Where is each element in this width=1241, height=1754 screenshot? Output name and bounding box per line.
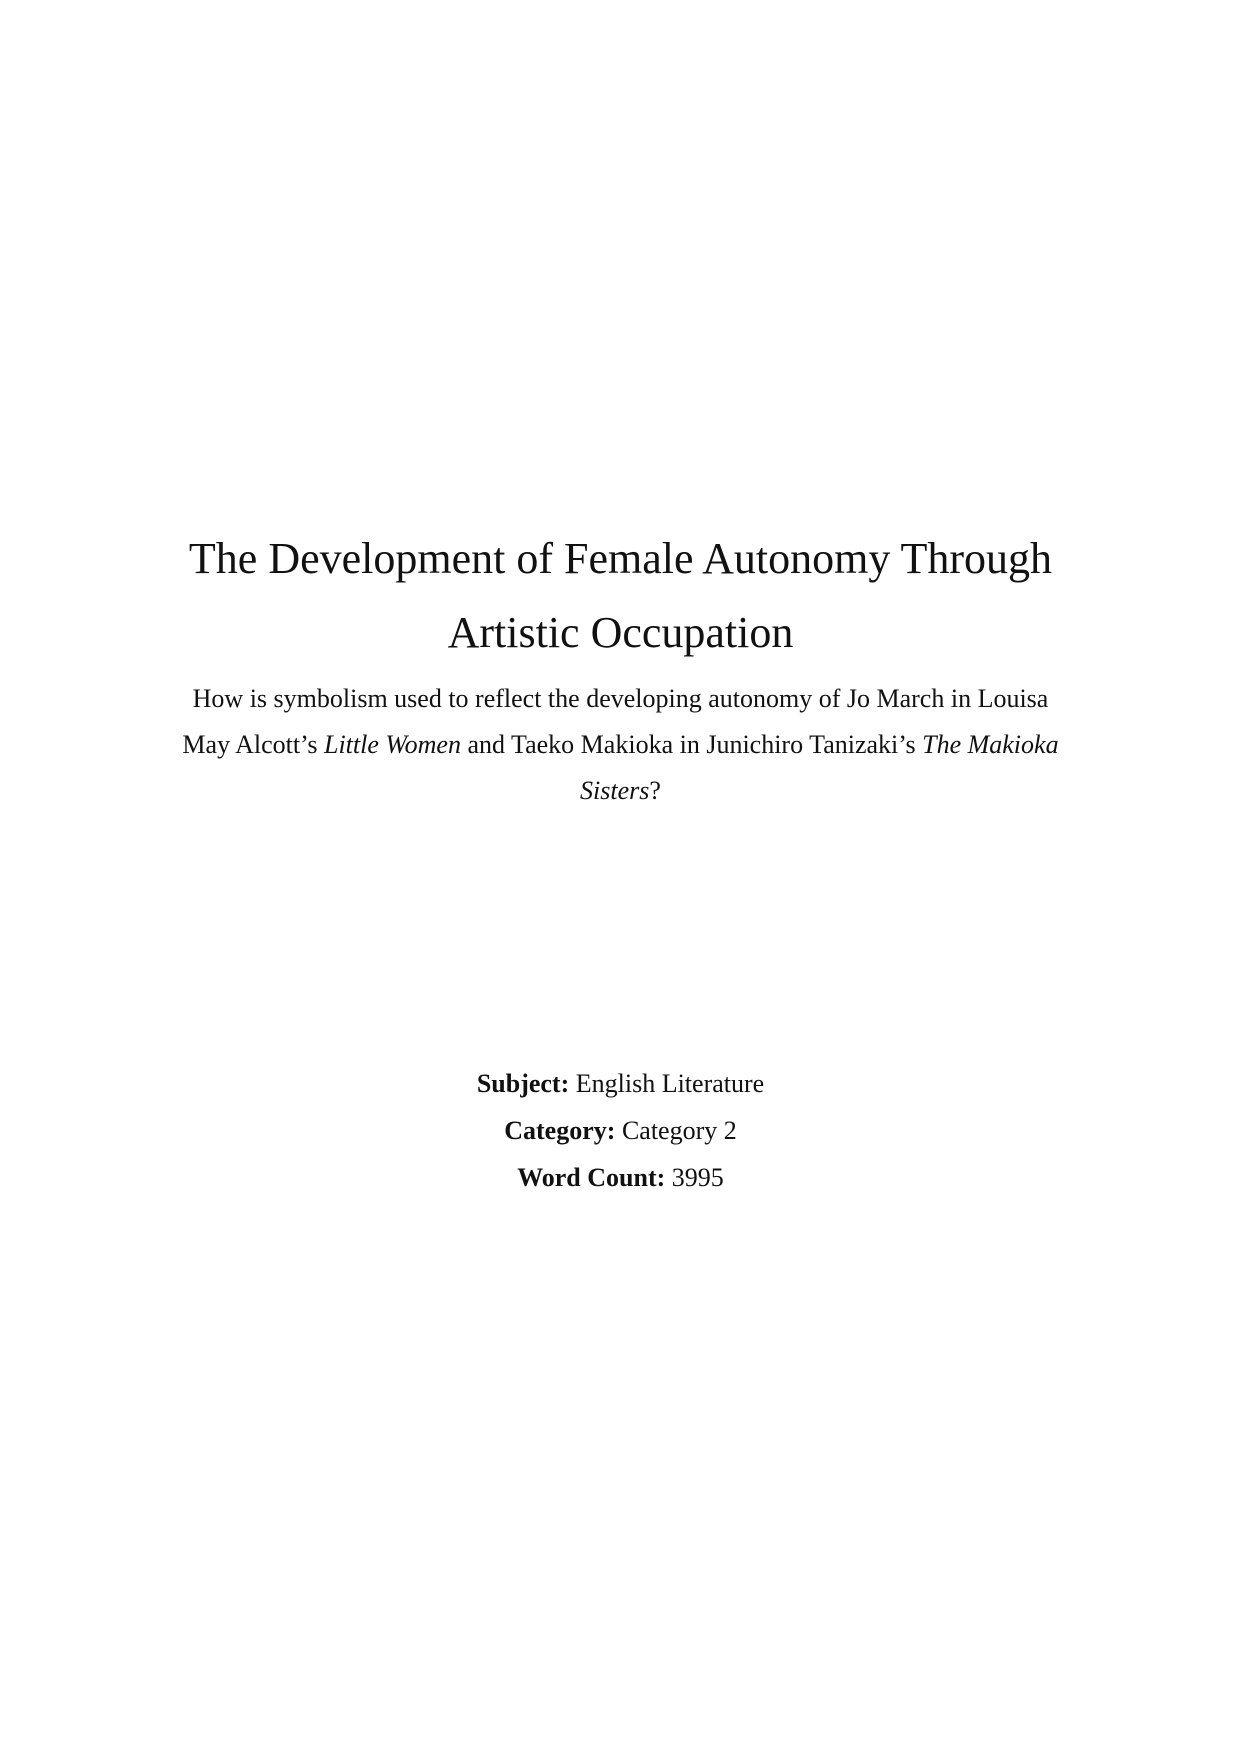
title-line-1: The Development of Female Autonomy Through (188, 534, 1053, 583)
rq-text: ? (649, 776, 661, 805)
meta-subject (320, 1060, 921, 1107)
meta-label: Category: (504, 1116, 616, 1145)
research-question (150, 676, 1091, 814)
essay-title (120, 522, 1121, 670)
essay-metadata (320, 1060, 921, 1201)
meta-word-count (320, 1154, 921, 1201)
research-question-line-2 (150, 722, 1091, 768)
research-question-line-3 (150, 768, 1091, 814)
book-title-makioka-sisters-part2: Sisters (580, 776, 650, 805)
rq-text: May Alcott’s (182, 730, 324, 759)
book-title-makioka-sisters-part1: The Makioka (922, 730, 1059, 759)
meta-label: Word Count: (517, 1163, 666, 1192)
meta-value: English Literature (569, 1069, 765, 1098)
meta-value: 3995 (665, 1163, 724, 1192)
meta-value: Category 2 (615, 1116, 737, 1145)
meta-category (320, 1107, 921, 1154)
rq-text: How is symbolism used to reflect the developing autonomy of Jo March in Louisa (192, 684, 1049, 713)
book-title-little-women: Little Women (323, 730, 461, 759)
research-question-line-1 (150, 676, 1091, 722)
title-line-2: Artistic Occupation (447, 608, 794, 657)
rq-text: and Taeko Makioka in Junichiro Tanizaki’s (460, 730, 923, 759)
meta-label: Subject: (476, 1069, 570, 1098)
